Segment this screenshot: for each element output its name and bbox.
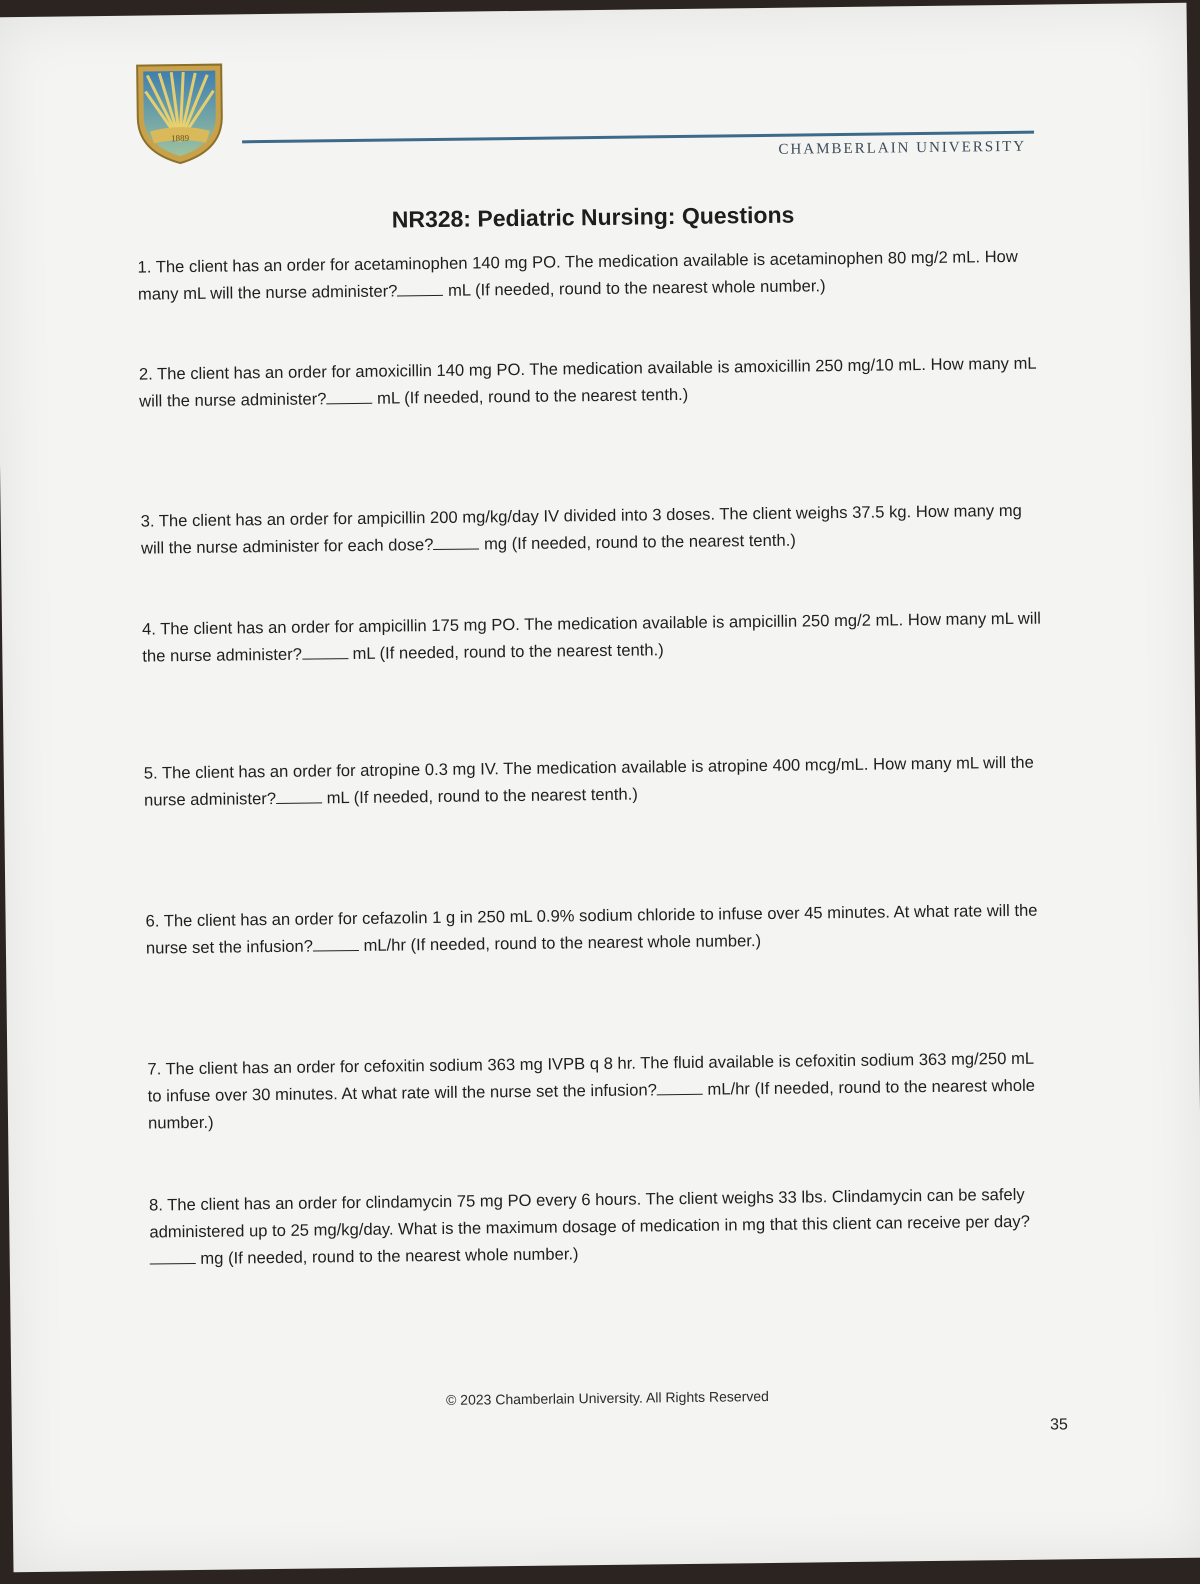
question-5	[144, 749, 1045, 814]
question-text: 4. The client has an order for ampicillin 175 mg PO. The medication available is ampicillin 250 mg/2 mL. How many mL will the nurse administer?	[141, 608, 1042, 666]
question-1	[137, 243, 1038, 308]
answer-blank[interactable]	[397, 281, 443, 297]
question-instruction: mg (If needed, round to the nearest tenth.)	[483, 530, 796, 554]
question-instruction: mL (If needed, round to the nearest whole number.)	[447, 276, 826, 300]
page-number: 35	[1049, 1416, 1068, 1434]
question-text: 5. The client has an order for atropine 0.3 mg IV. The medication available is atropine 400 mcg/mL. How many mL will the nurse administer?	[143, 752, 1034, 810]
question-7	[147, 1045, 1048, 1137]
question-instruction: mL (If needed, round to the nearest tenth.)	[352, 640, 664, 664]
chamberlain-shield-logo	[133, 61, 226, 166]
logo-year: 1889	[170, 132, 190, 144]
copyright-footer: © 2023 Chamberlain University. All Rights Reserved	[445, 1387, 769, 1408]
question-4	[142, 605, 1043, 670]
question-3	[141, 497, 1042, 562]
question-instruction: mL (If needed, round to the nearest tenth.)	[376, 384, 689, 408]
question-8	[149, 1181, 1050, 1273]
answer-blank[interactable]	[313, 936, 359, 952]
answer-blank[interactable]	[326, 389, 372, 405]
question-text: 8. The client has an order for clindamycin 75 mg PO every 6 hours. The client weighs 33 lbs. Clindamycin can be safely administered up to 25 mg/kg/day. What is the maximum dosage of medication in mg that this client can receive per day?	[148, 1184, 1030, 1242]
answer-blank[interactable]	[302, 644, 348, 660]
question-instruction: mL/hr (If needed, round to the nearest whole number.)	[147, 1075, 1036, 1133]
answer-blank[interactable]	[150, 1249, 196, 1265]
answer-blank[interactable]	[657, 1080, 703, 1096]
question-text: 6. The client has an order for cefazolin 1 g in 250 mL 0.9% sodium chloride to infuse over 45 minutes. At what rate will the nurse set the infusion?	[145, 900, 1038, 958]
question-instruction: mL/hr (If needed, round to the nearest whole number.)	[363, 931, 762, 955]
question-text: 2. The client has an order for amoxicillin 140 mg PO. The medication available is amoxicillin 250 mg/10 mL. How many mL will the nurse administer?	[138, 353, 1037, 411]
question-text: 7. The client has an order for cefoxitin sodium 363 mg IVPB q 8 hr. The fluid available is cefoxitin sodium 363 mg/250 mL to infuse over 30 minutes. At what rate will the nurse set the infusion?	[147, 1048, 1034, 1106]
document-page	[0, 3, 1200, 1572]
university-name: CHAMBERLAIN UNIVERSITY	[778, 138, 1027, 158]
answer-blank[interactable]	[433, 534, 479, 550]
answer-blank[interactable]	[276, 788, 322, 804]
page-title: NR328: Pediatric Nursing: Questions	[391, 201, 795, 233]
question-instruction: mL (If needed, round to the nearest tenth.)	[326, 784, 638, 808]
question-text: 3. The client has an order for ampicillin 200 mg/kg/day IV divided into 3 doses. The client weighs 37.5 kg. How many mg will the nurse administer for each dose?	[140, 500, 1022, 558]
question-instruction: mg (If needed, round to the nearest whole number.)	[200, 1244, 579, 1268]
question-text: 1. The client has an order for acetaminophen 140 mg PO. The medication available is acetaminophen 80 mg/2 mL. How many mL will the nurse administer?	[137, 246, 1018, 304]
question-6	[145, 897, 1046, 962]
question-2	[139, 350, 1040, 415]
